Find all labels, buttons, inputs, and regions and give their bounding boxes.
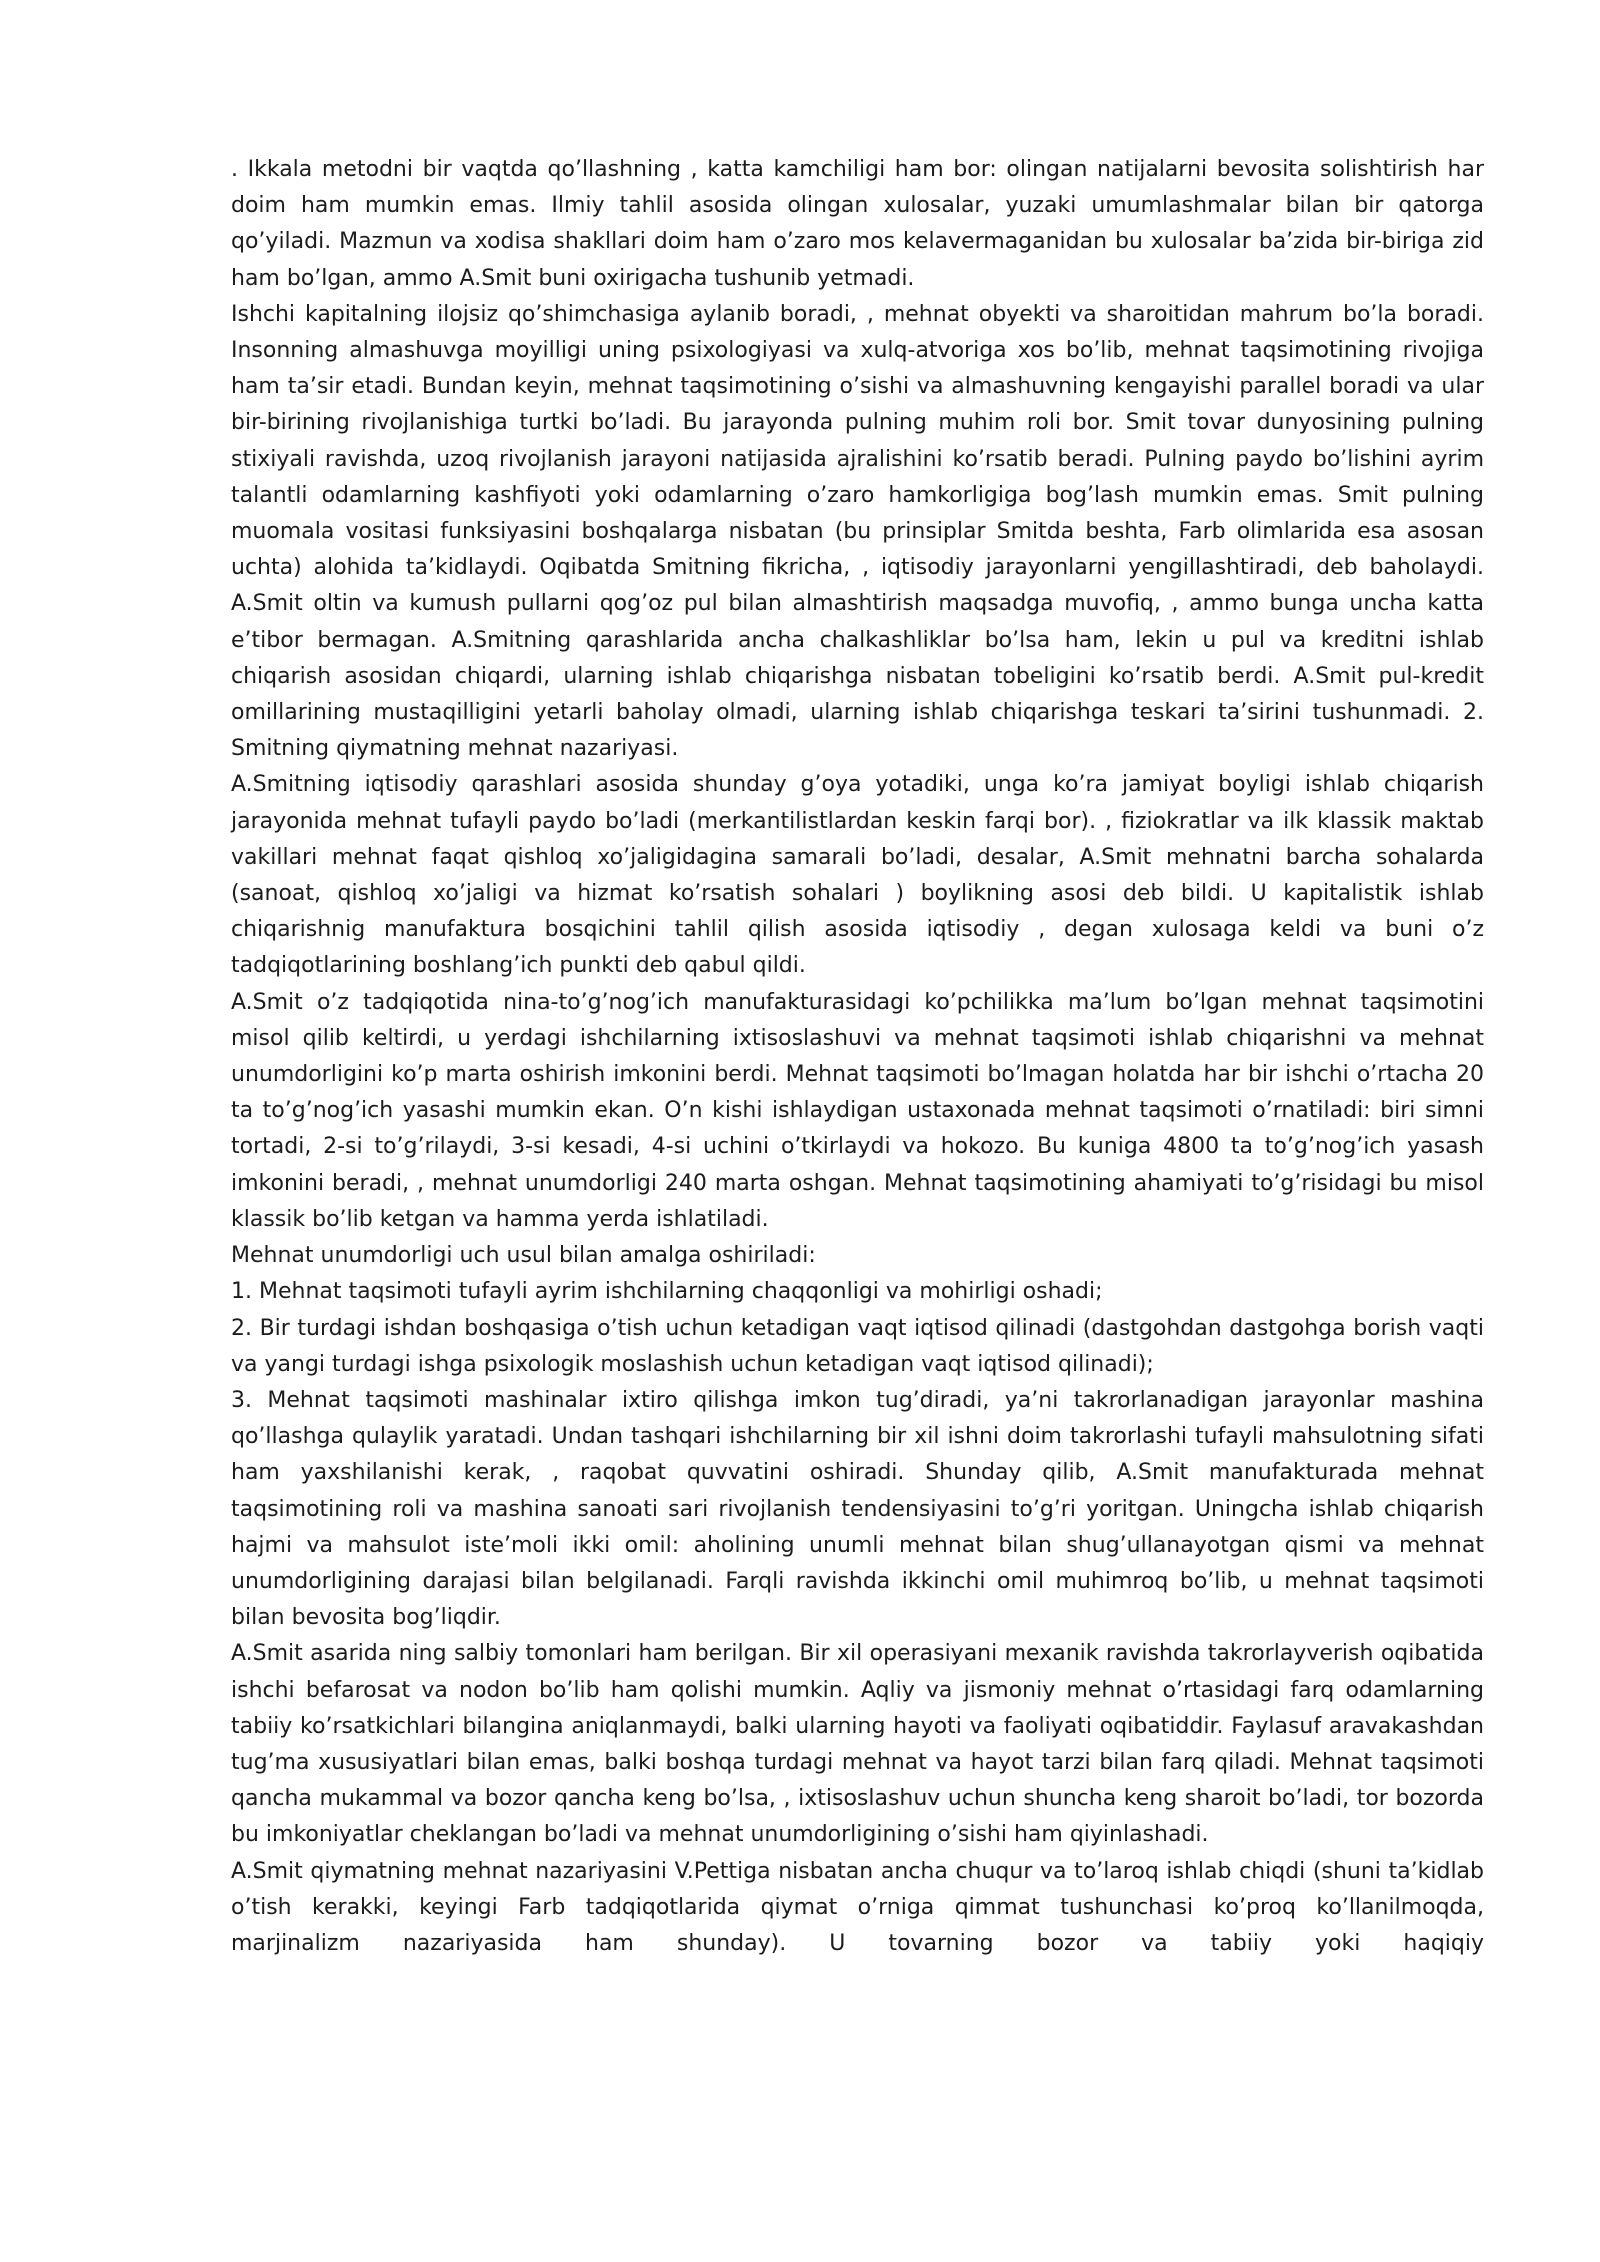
- document-page: [231, 152, 1484, 1962]
- paragraph-5: Mehnat unumdorligi uch usul bilan amalga oshiriladi:: [231, 1243, 816, 1269]
- paragraph-1: . Ikkala metodni bir vaqtda qo’llashning , katta kamchiligi ham bor: olingan natijalarni bevosita solishtirish har doim ham mumkin emas. Ilmiy tahlil asosida olingan xulosalar, yuzaki umumlashmalar bilan bir qatorga qo’yiladi. Mazmun va xodisa shakllari doim ham o’zaro mos kelavermaganidan bu xulosalar ba’zida bir-biriga zid ham bo’lgan, ammo A.Smit buni oxirigacha tushunib yetmadi.: [231, 157, 1484, 291]
- paragraph-6: A.Smit asarida ning salbiy tomonlari ham berilgan. Bir xil operasiyani mexanik ravishda takrorlayverish oqibatida ishchi befarosat va nodon bo’lib ham qolishi mumkin. Aqliy va jismoniy mehnat o’rtasidagi farq odamlarning tabiiy ko’rsatkichlari bilangina aniqlanmaydi, balki ularning hayoti va faoliyati oqibatiddir. Faylasuf aravakashdan tug’ma xususiyatlari bilan emas, balki boshqa turdagi mehnat va hayot tarzi bilan farq qiladi. Mehnat taqsimoti qancha mukammal va bozor qancha keng bo’lsa, , ixtisoslashuv uchun shuncha keng sharoit bo’ladi, tor bozorda bu imkoniyatlar cheklangan bo’ladi va mehnat unumdorligining o’sishi ham qiyinlashadi.: [231, 1641, 1484, 1848]
- paragraph-7: A.Smit qiymatning mehnat nazariyasini V.Pettiga nisbatan ancha chuqur va to’laroq ishlab chiqdi (shuni ta’kidlab o’tish kerakki, keyingi Farb tadqiqotlarida qiymat o’rniga qimmat tushunchasi ko’proq ko’llanilmoqda, marjinalizm nazariyasida ham shunday). U tovarning bozor va tabiiy yoki haqiqiy: [231, 1858, 1484, 1956]
- paragraph-2: Ishchi kapitalning ilojsiz qo’shimchasiga aylanib boradi, , mehnat obyekti va sharoitidan mahrum bo’la boradi. Insonning almashuvga moyilligi uning psixologiyasi va xulq-atvoriga xos bo’lib, mehnat taqsimotining rivojiga ham ta’sir etadi. Bundan keyin, mehnat taqsimotining o’sishi va almashuvning kengayishi parallel boradi va ular bir-birining rivojlanishiga turtki bo’ladi. Bu jarayonda pulning muhim roli bor. Smit tovar dunyosining pulning stixiyali ravishda, uzoq rivojlanish jarayoni natijasida ajralishini ko’rsatib beradi. Pulning paydo bo’lishini ayrim talantli odamlarning kashfiyoti yoki odamlarning o’zaro hamkorligiga bog’lash mumkin emas. Smit pulning muomala vositasi funksiyasini boshqalarga nisbatan (bu prinsiplar Smitda beshta, Farb olimlarida esa asosan uchta) alohida ta’kidlaydi. Oqibatda Smitning fikricha, , iqtisodiy jarayonlarni yengillashtiradi, deb baholaydi. A.Smit oltin va kumush pullarni qog’oz pul bilan almashtirish maqsadga muvofiq, , ammo bunga uncha katta e’tibor bermagan. A.Smitning qarashlarida ancha chalkashliklar bo’lsa ham, lekin u pul va kreditni ishlab chiqarish asosidan chiqardi, ularning ishlab chiqarishga nisbatan tobeligini ko’rsatib berdi. A.Smit pul-kredit omillarining mustaqilligini yetarli baholay olmadi, ularning ishlab chiqarishga teskari ta’sirini tushunmadi. 2. Smitning qiymatning mehnat nazariyasi.: [231, 301, 1484, 762]
- list-item-1: 1. Mehnat taqsimoti tufayli ayrim ishchilarning chaqqonligi va mohirligi oshadi;: [231, 1279, 1103, 1305]
- list-item-2: 2. Bir turdagi ishdan boshqasiga o’tish uchun ketadigan vaqt iqtisod qilinadi (dastgohdan dastgohga borish vaqti va yangi turdagi ishga psixologik moslashish uchun ketadigan vaqt iqtisod qilinadi);: [231, 1315, 1484, 1377]
- paragraph-4: A.Smit o’z tadqiqotida nina-to’g’nog’ich manufakturasidagi ko’pchilikka ma’lum bo’lgan mehnat taqsimotini misol qilib keltirdi, u yerdagi ishchilarning ixtisoslashuvi va mehnat taqsimoti ishlab chiqarishni va mehnat unumdorligini ko’p marta oshirish imkonini berdi. Mehnat taqsimoti bo’lmagan holatda har bir ishchi o’rtacha 20 ta to’g’nog’ich yasashi mumkin ekan. O’n kishi ishlaydigan ustaxonada mehnat taqsimoti o’rnatiladi: biri simni tortadi, 2-si to’g’rilaydi, 3-si kesadi, 4-si uchini o’tkirlaydi va hokozo. Bu kuniga 4800 ta to’g’nog’ich yasash imkonini beradi, , mehnat unumdorligi 240 marta oshgan. Mehnat taqsimotining ahamiyati to’g’risidagi bu misol klassik bo’lib ketgan va hamma yerda ishlatiladi.: [231, 989, 1484, 1232]
- list-item-3: 3. Mehnat taqsimoti mashinalar ixtiro qilishga imkon tug’diradi, ya’ni takrorlanadigan jarayonlar mashina qo’llashga qulaylik yaratadi. Undan tashqari ishchilarning bir xil ishni doim takrorlashi tufayli mahsulotning sifati ham yaxshilanishi kerak, , raqobat quvvatini oshiradi. Shunday qilib, A.Smit manufakturada mehnat taqsimotining roli va mashina sanoati sari rivojlanish tendensiyasini to’g’ri yoritgan. Uningcha ishlab chiqarish hajmi va mahsulot iste’moli ikki omil: aholining unumli mehnat bilan shug’ullanayotgan qismi va mehnat unumdorligining darajasi bilan belgilanadi. Farqli ravishda ikkinchi omil muhimroq bo’lib, u mehnat taqsimoti bilan bevosita bog’liqdir.: [231, 1387, 1484, 1631]
- paragraph-3: A.Smitning iqtisodiy qarashlari asosida shunday g’oya yotadiki, unga ko’ra jamiyat boyligi ishlab chiqarish jarayonida mehnat tufayli paydo bo’ladi (merkantilistlardan keskin farqi bor). , fiziokratlar va ilk klassik maktab vakillari mehnat faqat qishloq xo’jaligidagina samarali bo’ladi, desalar, A.Smit mehnatni barcha sohalarda (sanoat, qishloq xo’jaligi va hizmat ko’rsatish sohalari ) boylikning asosi deb bildi. U kapitalistik ishlab chiqarishnig manufaktura bosqichini tahlil qilish asosida iqtisodiy , degan xulosaga keldi va buni o’z tadqiqotlarining boshlang’ich punkti deb qabul qildi.: [231, 772, 1484, 979]
